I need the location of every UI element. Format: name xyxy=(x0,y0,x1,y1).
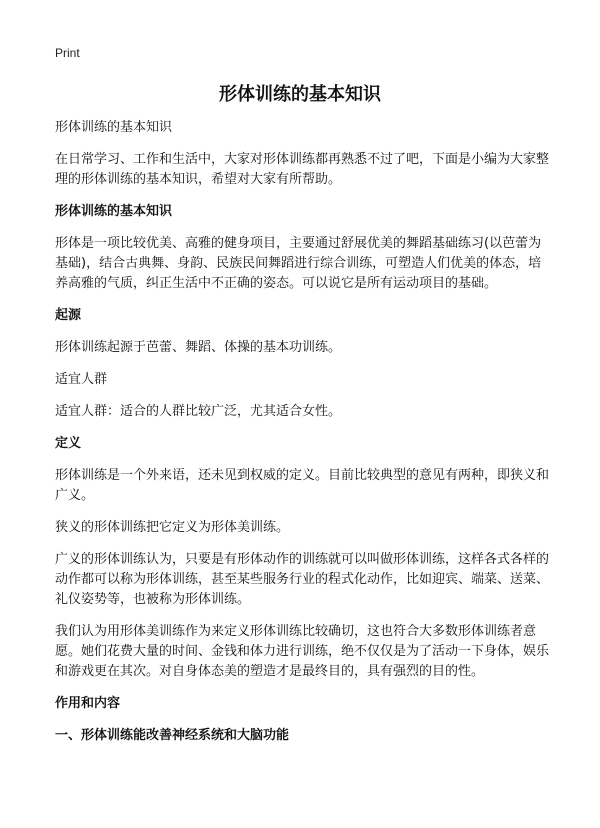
article-body xyxy=(55,118,552,758)
section-paragraph: 我们认为用形体美训练作为来定义形体训练比较确切，这也符合大多数形体训练者意愿。她们花费大量的时间、金钱和体力进行训练，绝不仅仅是为了活动一下身体，娱乐和游戏更在其次。对自身体态美的塑造才是最终目的，具有强烈的目的性。 xyxy=(55,624,550,679)
section-heading: 作用和内容 xyxy=(55,696,121,711)
intro-paragraph: 在日常学习、工作和生活中，大家对形体训练都再熟悉不过了吧，下面是小编为大家整理的形体训练的基本知识，希望对大家有所帮助。 xyxy=(55,152,550,187)
section-paragraph: 形体训练是一个外来语，还未见到权威的定义。目前比较典型的意见有两种，即狭义和广义。 xyxy=(55,468,550,503)
section-label: 适宜人群 xyxy=(55,372,108,387)
section-paragraph: 适宜人群：适合的人群比较广泛，尤其适合女性。 xyxy=(55,404,342,419)
section-heading: 定义 xyxy=(55,436,82,451)
section-paragraph: 广义的形体训练认为，只要是有形体动作的训练就可以叫做形体训练，这样各式各样的动作都可以称为形体训练，甚至某些服务行业的程式化动作，比如迎宾、端菜、送菜、礼仪姿势等，也被称为形体训练。 xyxy=(55,552,550,607)
subsection-heading: 一、形体训练能改善神经系统和大脑功能 xyxy=(55,728,290,743)
section-paragraph: 形体是一项比较优美、高雅的健身项目，主要通过舒展优美的舞蹈基础练习(以芭蕾为基础)，结合古典舞、身韵、民族民间舞蹈进行综合训练，可塑造人们优美的体态，培养高雅的气质，纠正生活中不正确的姿态。可以说它是所有运动项目的基础。 xyxy=(55,236,542,291)
section-paragraph: 狭义的形体训练把它定义为形体美训练。 xyxy=(55,520,290,535)
page-title: 形体训练的基本知识 xyxy=(219,84,381,105)
section-heading: 起源 xyxy=(55,308,82,323)
section-paragraph: 形体训练起源于芭蕾、舞蹈、体操的基本功训练。 xyxy=(55,340,342,355)
article-subtitle: 形体训练的基本知识 xyxy=(55,120,173,135)
section-heading: 形体训练的基本知识 xyxy=(55,204,173,219)
print-link[interactable]: Print xyxy=(55,46,80,60)
